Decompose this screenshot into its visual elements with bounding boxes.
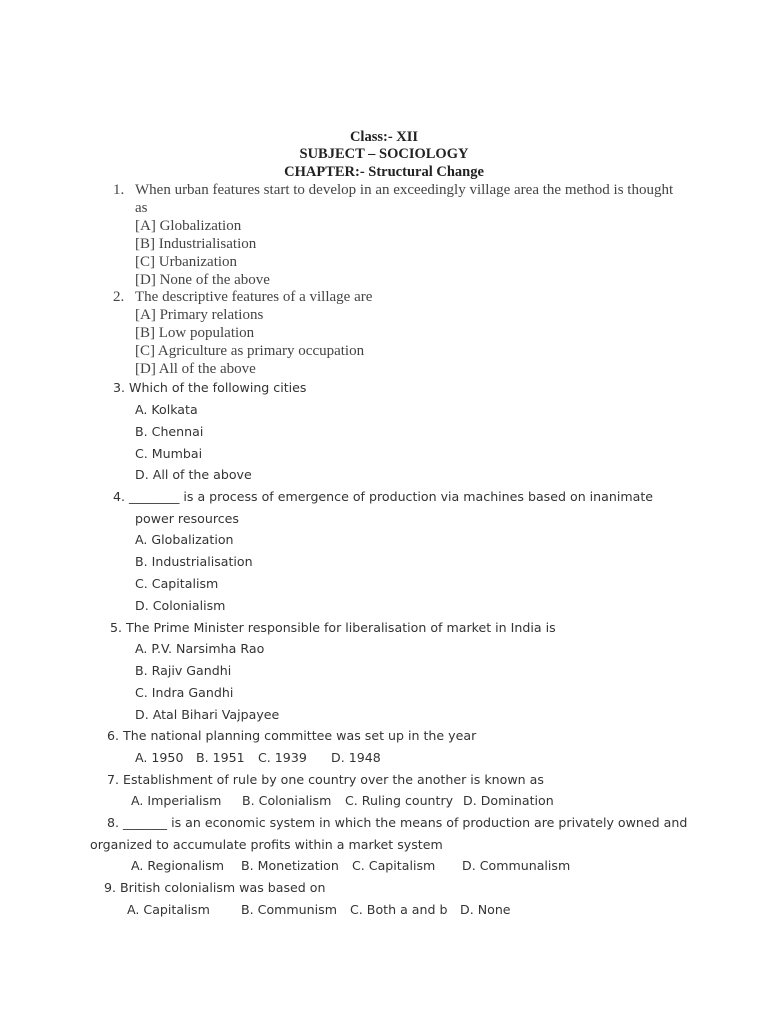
q9-option-a: A. Capitalism — [127, 902, 210, 917]
q3-option-d: D. All of the above — [135, 467, 252, 482]
q6-text: 6. The national planning committee was set up in the year — [107, 728, 477, 743]
q3-option-c: C. Mumbai — [135, 446, 203, 461]
q2-option-b: [B] Low population — [135, 325, 255, 341]
q1-option-d: [D] None of the above — [135, 272, 270, 288]
q6-option-b: B. 1951 — [196, 750, 245, 765]
subject-heading: SUBJECT – SOCIOLOGY — [299, 146, 469, 162]
q1-text-line1: When urban features start to develop in an exceedingly village area the method is thought — [135, 182, 674, 198]
q5-option-b: B. Rajiv Gandhi — [135, 663, 232, 678]
q8-option-a: A. Regionalism — [131, 858, 225, 873]
q5-option-a: A. P.V. Narsimha Rao — [135, 641, 265, 656]
chapter-heading: CHAPTER:- Structural Change — [284, 164, 484, 180]
q7-text: 7. Establishment of rule by one country over the another is known as — [107, 772, 544, 787]
q1-option-b: [B] Industrialisation — [135, 236, 257, 252]
q7-option-d: D. Domination — [463, 793, 554, 808]
q8-option-d: D. Communalism — [462, 858, 571, 873]
q1-text-line2: as — [135, 200, 148, 216]
q1-number: 1. — [113, 182, 125, 198]
q9-option-b: B. Communism — [241, 902, 337, 917]
q5-option-c: C. Indra Gandhi — [135, 685, 234, 700]
q4-option-d: D. Colonialism — [135, 598, 226, 613]
q7-option-c: C. Ruling country — [345, 793, 454, 808]
q4-option-b: B. Industrialisation — [135, 554, 253, 569]
class-heading: Class:- XII — [349, 129, 419, 145]
q3-option-a: A. Kolkata — [135, 402, 198, 417]
q2-text: The descriptive features of a village are — [135, 289, 373, 305]
q9-option-c: C. Both a and b — [350, 902, 448, 917]
q6-option-d: D. 1948 — [331, 750, 381, 765]
q2-option-c: [C] Agriculture as primary occupation — [135, 343, 365, 359]
q1-option-a: [A] Globalization — [135, 218, 242, 234]
q2-option-a: [A] Primary relations — [135, 307, 264, 323]
q9-text: 9. British colonialism was based on — [104, 880, 326, 895]
q5-text: 5. The Prime Minister responsible for liberalisation of market in India is — [110, 620, 556, 635]
q3-text: 3. Which of the following cities — [113, 380, 307, 395]
q3-option-b: B. Chennai — [135, 424, 204, 439]
q7-option-a: A. Imperialism — [131, 793, 222, 808]
q2-number: 2. — [113, 289, 125, 305]
q9-option-d: D. None — [460, 902, 511, 917]
q4-text-line1: 4. ________ is a process of emergence of production via machines based on inanimate — [113, 489, 654, 504]
q4-text-line2: power resources — [135, 511, 239, 526]
q6-option-a: A. 1950 — [135, 750, 184, 765]
q1-option-c: [C] Urbanization — [135, 254, 238, 270]
q8-text-line1: 8. _______ is an economic system in which the means of production are privately owned and — [107, 815, 688, 830]
q4-option-a: A. Globalization — [135, 532, 234, 547]
q8-text-line2: organized to accumulate profits within a market system — [90, 837, 443, 852]
q5-option-d: D. Atal Bihari Vajpayee — [135, 707, 280, 722]
q7-option-b: B. Colonialism — [242, 793, 332, 808]
q8-option-c: C. Capitalism — [352, 858, 436, 873]
q4-option-c: C. Capitalism — [135, 576, 219, 591]
q6-option-c: C. 1939 — [258, 750, 307, 765]
q8-option-b: B. Monetization — [241, 858, 339, 873]
q2-option-d: [D] All of the above — [135, 361, 256, 377]
